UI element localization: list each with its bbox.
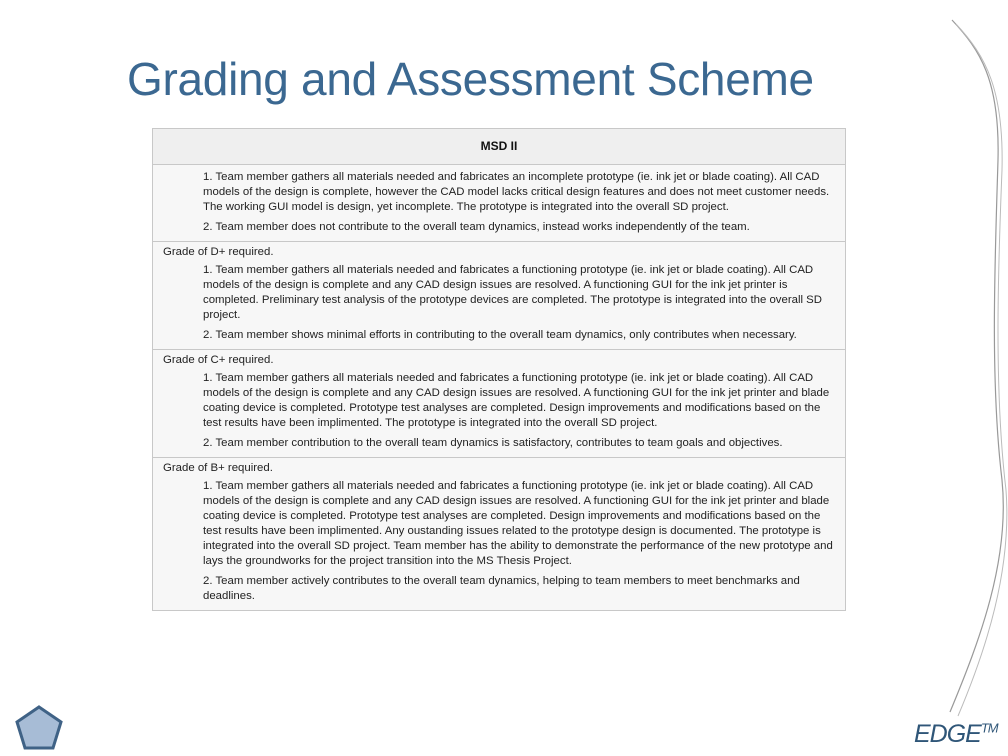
criterion-item: 1. Team member gathers all materials needed and fabricates a functioning prototype (ie. ink jet or blade coating). All CAD models of the design is complete and any CAD design issues are resolved. A functioning GUI for the ink jet printer is completed. Preliminary test analysis of the prototype devices are completed. The prototype is integrated into the overall SD project. [203,264,823,321]
pentagon-icon [14,705,64,751]
trademark: TM [980,720,998,736]
criterion-item: 1. Team member gathers all materials needed and fabricates a functioning prototype (ie. ink jet or blade coating). All CAD models of the design is complete and any CAD design issues are resolved. A functioning GUI for the ink jet printer and blade coating device is completed. Prototype test analyses are completed. Design improvements and modifications based on the test results have been implimented. Any oustanding issues related to the prototype design is documented. The prototype is integrated into the overall SD project. Team member has the ability to demonstrate the performance of the new prototype and lays the groundworks for the project transition into the MS Thesis Project. [203,480,833,567]
logo-text: EDGE [914,720,981,748]
table-header: MSD II [153,129,845,165]
table-row [153,170,845,242]
criterion-item: 2. Team member does not contribute to the overall team dynamics, instead works independently of the team. [203,221,750,233]
criterion-item: 2. Team member contribution to the overall team dynamics is satisfactory, contributes to team goals and objectives. [203,437,783,449]
table-row [153,350,845,458]
grade-label: Grade of B+ required. [163,462,273,474]
table-row [153,458,845,610]
criterion-item: 2. Team member actively contributes to the overall team dynamics, helping to team members to meet benchmarks and deadlines. [203,575,800,602]
grade-label: Grade of C+ required. [163,354,274,366]
slide-title: Grading and Assessment Scheme [127,53,814,105]
grading-table [152,128,846,611]
table-row [153,242,845,350]
criterion-item: 1. Team member gathers all materials needed and fabricates a functioning prototype (ie. ink jet or blade coating). All CAD models of the design is complete and any CAD design issues are resolved. A functioning GUI for the ink jet printer and blade coating device is completed. Prototype test analyses are completed. Design improvements and modifications based on the test results have been implimented. The prototype is integrated into the overall SD project. [203,372,830,429]
decorative-curve [940,0,1008,720]
criterion-item: 1. Team member gathers all materials needed and fabricates an incomplete prototype (ie. ink jet or blade coating). All CAD models of the design is complete, however the CAD model lacks critical design features and does not meet customer needs. The working GUI model is design, yet incomplete. The prototype is integrated into the overall SD project. [203,171,830,213]
edge-logo [914,720,998,749]
grade-label: Grade of D+ required. [163,246,274,258]
criterion-item: 2. Team member shows minimal efforts in contributing to the overall team dynamics, only contributes when necessary. [203,329,797,341]
